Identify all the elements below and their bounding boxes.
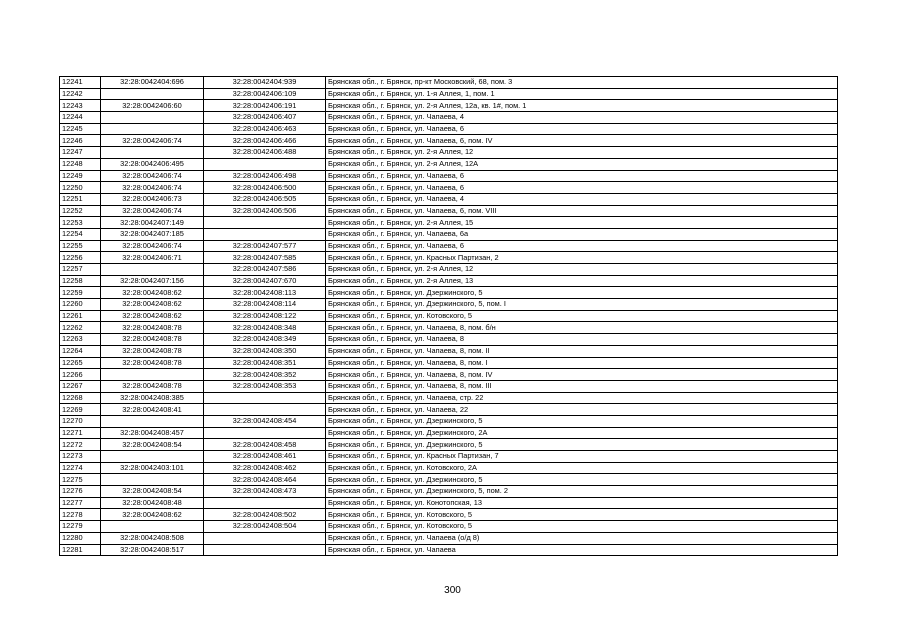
row-number-cell: 12253 [60, 217, 101, 229]
land-cadastral-number-cell [101, 123, 204, 135]
row-number-cell: 12261 [60, 310, 101, 322]
table-row [60, 451, 838, 463]
address-cell: Брянская обл., г. Брянск, ул. Дзержинского, 5, пом. 2 [326, 486, 838, 498]
table-row [60, 357, 838, 369]
page-number: 300 [444, 585, 461, 596]
building-cadastral-number-cell: 32:28:0042408:461 [204, 451, 326, 463]
table-row [60, 392, 838, 404]
table-row [60, 228, 838, 240]
building-cadastral-number-cell: 32:28:0042406:505 [204, 193, 326, 205]
building-cadastral-number-cell: 32:28:0042406:498 [204, 170, 326, 182]
building-cadastral-number-cell: 32:28:0042406:463 [204, 123, 326, 135]
row-number-cell: 12265 [60, 357, 101, 369]
address-cell: Брянская обл., г. Брянск, пр-кт Московский, 68, пом. 3 [326, 77, 838, 89]
land-cadastral-number-cell: 32:28:0042407:149 [101, 217, 204, 229]
row-number-cell: 12267 [60, 380, 101, 392]
address-cell: Брянская обл., г. Брянск, ул. Чапаева [326, 544, 838, 556]
building-cadastral-number-cell: 32:28:0042408:113 [204, 287, 326, 299]
building-cadastral-number-cell: 32:28:0042408:502 [204, 509, 326, 521]
address-cell: Брянская обл., г. Брянск, ул. 2-я Аллея, 15 [326, 217, 838, 229]
land-cadastral-number-cell: 32:28:0042408:457 [101, 427, 204, 439]
land-cadastral-number-cell: 32:28:0042408:62 [101, 287, 204, 299]
building-cadastral-number-cell [204, 427, 326, 439]
address-cell: Брянская обл., г. Брянск, ул. Чапаева (о/д 8) [326, 532, 838, 544]
building-cadastral-number-cell: 32:28:0042408:349 [204, 334, 326, 346]
building-cadastral-number-cell: 32:28:0042406:506 [204, 205, 326, 217]
table-row [60, 158, 838, 170]
building-cadastral-number-cell: 32:28:0042408:464 [204, 474, 326, 486]
table-row [60, 147, 838, 159]
building-cadastral-number-cell: 32:28:0042407:577 [204, 240, 326, 252]
building-cadastral-number-cell: 32:28:0042408:454 [204, 415, 326, 427]
table-row [60, 135, 838, 147]
land-cadastral-number-cell: 32:28:0042406:74 [101, 135, 204, 147]
row-number-cell: 12272 [60, 439, 101, 451]
table-row [60, 240, 838, 252]
building-cadastral-number-cell: 32:28:0042408:114 [204, 299, 326, 311]
table-row [60, 322, 838, 334]
row-number-cell: 12247 [60, 147, 101, 159]
land-cadastral-number-cell: 32:28:0042406:60 [101, 100, 204, 112]
building-cadastral-number-cell [204, 404, 326, 416]
land-cadastral-number-cell: 32:28:0042408:78 [101, 357, 204, 369]
land-cadastral-number-cell: 32:28:0042408:62 [101, 310, 204, 322]
land-cadastral-number-cell: 32:28:0042408:78 [101, 380, 204, 392]
table-row [60, 462, 838, 474]
row-number-cell: 12254 [60, 228, 101, 240]
table-row [60, 287, 838, 299]
land-cadastral-number-cell [101, 521, 204, 533]
address-cell: Брянская обл., г. Брянск, ул. Чапаева, 8, пом. IV [326, 369, 838, 381]
building-cadastral-number-cell: 32:28:0042404:939 [204, 77, 326, 89]
land-cadastral-number-cell: 32:28:0042407:156 [101, 275, 204, 287]
address-cell: Брянская обл., г. Брянск, ул. Котовского, 5 [326, 521, 838, 533]
land-cadastral-number-cell: 32:28:0042408:48 [101, 497, 204, 509]
row-number-cell: 12260 [60, 299, 101, 311]
address-cell: Брянская обл., г. Брянск, ул. Котовского, 5 [326, 310, 838, 322]
table-row [60, 252, 838, 264]
building-cadastral-number-cell: 32:28:0042406:488 [204, 147, 326, 159]
address-cell: Брянская обл., г. Брянск, ул. Чапаева, 22 [326, 404, 838, 416]
land-cadastral-number-cell: 32:28:0042408:385 [101, 392, 204, 404]
land-cadastral-number-cell: 32:28:0042406:74 [101, 170, 204, 182]
building-cadastral-number-cell: 32:28:0042407:585 [204, 252, 326, 264]
registry-table-body [60, 77, 838, 556]
land-cadastral-number-cell: 32:28:0042408:41 [101, 404, 204, 416]
address-cell: Брянская обл., г. Брянск, ул. Дзержинского, 5 [326, 474, 838, 486]
building-cadastral-number-cell: 32:28:0042406:109 [204, 88, 326, 100]
land-cadastral-number-cell: 32:28:0042408:517 [101, 544, 204, 556]
table-row [60, 100, 838, 112]
table-row [60, 112, 838, 124]
row-number-cell: 12281 [60, 544, 101, 556]
building-cadastral-number-cell: 32:28:0042408:462 [204, 462, 326, 474]
address-cell: Брянская обл., г. Брянск, ул. Дзержинского, 5 [326, 415, 838, 427]
row-number-cell: 12275 [60, 474, 101, 486]
land-cadastral-number-cell [101, 451, 204, 463]
row-number-cell: 12271 [60, 427, 101, 439]
building-cadastral-number-cell: 32:28:0042408:122 [204, 310, 326, 322]
table-row [60, 170, 838, 182]
table-row [60, 415, 838, 427]
row-number-cell: 12276 [60, 486, 101, 498]
address-cell: Брянская обл., г. Брянск, ул. Чапаева, 6а [326, 228, 838, 240]
building-cadastral-number-cell: 32:28:0042406:466 [204, 135, 326, 147]
table-row [60, 497, 838, 509]
row-number-cell: 12250 [60, 182, 101, 194]
row-number-cell: 12257 [60, 264, 101, 276]
building-cadastral-number-cell: 32:28:0042408:504 [204, 521, 326, 533]
table-row [60, 310, 838, 322]
address-cell: Брянская обл., г. Брянск, ул. Конотопская, 13 [326, 497, 838, 509]
building-cadastral-number-cell [204, 392, 326, 404]
row-number-cell: 12263 [60, 334, 101, 346]
address-cell: Брянская обл., г. Брянск, ул. 2-я Аллея, 13 [326, 275, 838, 287]
address-cell: Брянская обл., г. Брянск, ул. Чапаева, 6 [326, 170, 838, 182]
land-cadastral-number-cell: 32:28:0042406:495 [101, 158, 204, 170]
address-cell: Брянская обл., г. Брянск, ул. 2-я Аллея, 12а, кв. 1#, пом. 1 [326, 100, 838, 112]
land-cadastral-number-cell: 32:28:0042406:71 [101, 252, 204, 264]
building-cadastral-number-cell: 32:28:0042408:351 [204, 357, 326, 369]
table-row [60, 380, 838, 392]
land-cadastral-number-cell: 32:28:0042408:78 [101, 334, 204, 346]
address-cell: Брянская обл., г. Брянск, ул. Дзержинского, 2А [326, 427, 838, 439]
building-cadastral-number-cell: 32:28:0042408:473 [204, 486, 326, 498]
table-row [60, 439, 838, 451]
row-number-cell: 12270 [60, 415, 101, 427]
address-cell: Брянская обл., г. Брянск, ул. Чапаева, 8, пом. III [326, 380, 838, 392]
table-row [60, 217, 838, 229]
table-row [60, 182, 838, 194]
row-number-cell: 12273 [60, 451, 101, 463]
building-cadastral-number-cell: 32:28:0042408:350 [204, 345, 326, 357]
address-cell: Брянская обл., г. Брянск, ул. Котовского, 5 [326, 509, 838, 521]
building-cadastral-number-cell: 32:28:0042406:500 [204, 182, 326, 194]
table-row [60, 88, 838, 100]
row-number-cell: 12266 [60, 369, 101, 381]
table-row [60, 334, 838, 346]
address-cell: Брянская обл., г. Брянск, ул. 2-я Аллея, 12 [326, 147, 838, 159]
address-cell: Брянская обл., г. Брянск, ул. Чапаева, 8 [326, 334, 838, 346]
building-cadastral-number-cell: 32:28:0042408:348 [204, 322, 326, 334]
land-cadastral-number-cell: 32:28:0042408:508 [101, 532, 204, 544]
row-number-cell: 12264 [60, 345, 101, 357]
building-cadastral-number-cell [204, 532, 326, 544]
land-cadastral-number-cell [101, 369, 204, 381]
address-cell: Брянская обл., г. Брянск, ул. Чапаева, стр. 22 [326, 392, 838, 404]
row-number-cell: 12245 [60, 123, 101, 135]
land-cadastral-number-cell: 32:28:0042408:78 [101, 345, 204, 357]
table-row [60, 275, 838, 287]
land-cadastral-number-cell: 32:28:0042406:74 [101, 240, 204, 252]
building-cadastral-number-cell: 32:28:0042407:670 [204, 275, 326, 287]
row-number-cell: 12243 [60, 100, 101, 112]
building-cadastral-number-cell: 32:28:0042408:352 [204, 369, 326, 381]
building-cadastral-number-cell [204, 158, 326, 170]
land-cadastral-number-cell: 32:28:0042408:54 [101, 439, 204, 451]
row-number-cell: 12280 [60, 532, 101, 544]
land-cadastral-number-cell: 32:28:0042408:54 [101, 486, 204, 498]
row-number-cell: 12242 [60, 88, 101, 100]
land-cadastral-number-cell [101, 147, 204, 159]
address-cell: Брянская обл., г. Брянск, ул. Чапаева, 8, пом. I [326, 357, 838, 369]
address-cell: Брянская обл., г. Брянск, ул. Чапаева, 4 [326, 193, 838, 205]
land-cadastral-number-cell [101, 264, 204, 276]
building-cadastral-number-cell: 32:28:0042408:458 [204, 439, 326, 451]
table-row [60, 509, 838, 521]
address-cell: Брянская обл., г. Брянск, ул. 2-я Аллея, 12 [326, 264, 838, 276]
address-cell: Брянская обл., г. Брянск, ул. Дзержинского, 5 [326, 439, 838, 451]
land-cadastral-number-cell: 32:28:0042408:78 [101, 322, 204, 334]
building-cadastral-number-cell [204, 544, 326, 556]
table-row [60, 205, 838, 217]
row-number-cell: 12277 [60, 497, 101, 509]
address-cell: Брянская обл., г. Брянск, ул. Чапаева, 6, пом. IV [326, 135, 838, 147]
building-cadastral-number-cell: 32:28:0042406:191 [204, 100, 326, 112]
row-number-cell: 12274 [60, 462, 101, 474]
land-cadastral-number-cell [101, 415, 204, 427]
row-number-cell: 12249 [60, 170, 101, 182]
building-cadastral-number-cell: 32:28:0042407:586 [204, 264, 326, 276]
land-cadastral-number-cell: 32:28:0042408:62 [101, 509, 204, 521]
address-cell: Брянская обл., г. Брянск, ул. Дзержинского, 5 [326, 287, 838, 299]
table-row [60, 474, 838, 486]
address-cell: Брянская обл., г. Брянск, ул. Чапаева, 6 [326, 182, 838, 194]
building-cadastral-number-cell [204, 497, 326, 509]
land-cadastral-number-cell: 32:28:0042406:73 [101, 193, 204, 205]
row-number-cell: 12252 [60, 205, 101, 217]
building-cadastral-number-cell: 32:28:0042408:353 [204, 380, 326, 392]
land-cadastral-number-cell: 32:28:0042403:101 [101, 462, 204, 474]
row-number-cell: 12248 [60, 158, 101, 170]
building-cadastral-number-cell [204, 228, 326, 240]
table-row [60, 369, 838, 381]
row-number-cell: 12246 [60, 135, 101, 147]
address-cell: Брянская обл., г. Брянск, ул. Красных Партизан, 2 [326, 252, 838, 264]
table-row [60, 486, 838, 498]
table-row [60, 345, 838, 357]
building-cadastral-number-cell: 32:28:0042406:407 [204, 112, 326, 124]
row-number-cell: 12259 [60, 287, 101, 299]
land-cadastral-number-cell: 32:28:0042407:185 [101, 228, 204, 240]
address-cell: Брянская обл., г. Брянск, ул. Чапаева, 8, пом. б/н [326, 322, 838, 334]
address-cell: Брянская обл., г. Брянск, ул. Красных Партизан, 7 [326, 451, 838, 463]
address-cell: Брянская обл., г. Брянск, ул. Чапаева, 6 [326, 240, 838, 252]
table-row [60, 544, 838, 556]
address-cell: Брянская обл., г. Брянск, ул. Дзержинского, 5, пом. I [326, 299, 838, 311]
land-cadastral-number-cell: 32:28:0042406:74 [101, 205, 204, 217]
table-row [60, 521, 838, 533]
row-number-cell: 12255 [60, 240, 101, 252]
row-number-cell: 12256 [60, 252, 101, 264]
table-row [60, 77, 838, 89]
land-cadastral-number-cell: 32:28:0042404:696 [101, 77, 204, 89]
table-row [60, 532, 838, 544]
row-number-cell: 12244 [60, 112, 101, 124]
table-row [60, 404, 838, 416]
row-number-cell: 12241 [60, 77, 101, 89]
land-cadastral-number-cell [101, 474, 204, 486]
row-number-cell: 12278 [60, 509, 101, 521]
land-cadastral-number-cell: 32:28:0042406:74 [101, 182, 204, 194]
building-cadastral-number-cell [204, 217, 326, 229]
table-row [60, 193, 838, 205]
row-number-cell: 12262 [60, 322, 101, 334]
row-number-cell: 12251 [60, 193, 101, 205]
address-cell: Брянская обл., г. Брянск, ул. Чапаева, 6, пом. VIII [326, 205, 838, 217]
table-row [60, 264, 838, 276]
land-cadastral-number-cell [101, 112, 204, 124]
row-number-cell: 12268 [60, 392, 101, 404]
address-cell: Брянская обл., г. Брянск, ул. Котовского, 2А [326, 462, 838, 474]
table-row [60, 123, 838, 135]
row-number-cell: 12279 [60, 521, 101, 533]
row-number-cell: 12258 [60, 275, 101, 287]
address-cell: Брянская обл., г. Брянск, ул. 1-я Аллея, 1, пом. 1 [326, 88, 838, 100]
row-number-cell: 12269 [60, 404, 101, 416]
property-registry-table [59, 76, 838, 556]
table-row [60, 427, 838, 439]
address-cell: Брянская обл., г. Брянск, ул. 2-я Аллея, 12А [326, 158, 838, 170]
address-cell: Брянская обл., г. Брянск, ул. Чапаева, 8, пом. II [326, 345, 838, 357]
address-cell: Брянская обл., г. Брянск, ул. Чапаева, 4 [326, 112, 838, 124]
land-cadastral-number-cell: 32:28:0042408:62 [101, 299, 204, 311]
table-row [60, 299, 838, 311]
land-cadastral-number-cell [101, 88, 204, 100]
address-cell: Брянская обл., г. Брянск, ул. Чапаева, 6 [326, 123, 838, 135]
